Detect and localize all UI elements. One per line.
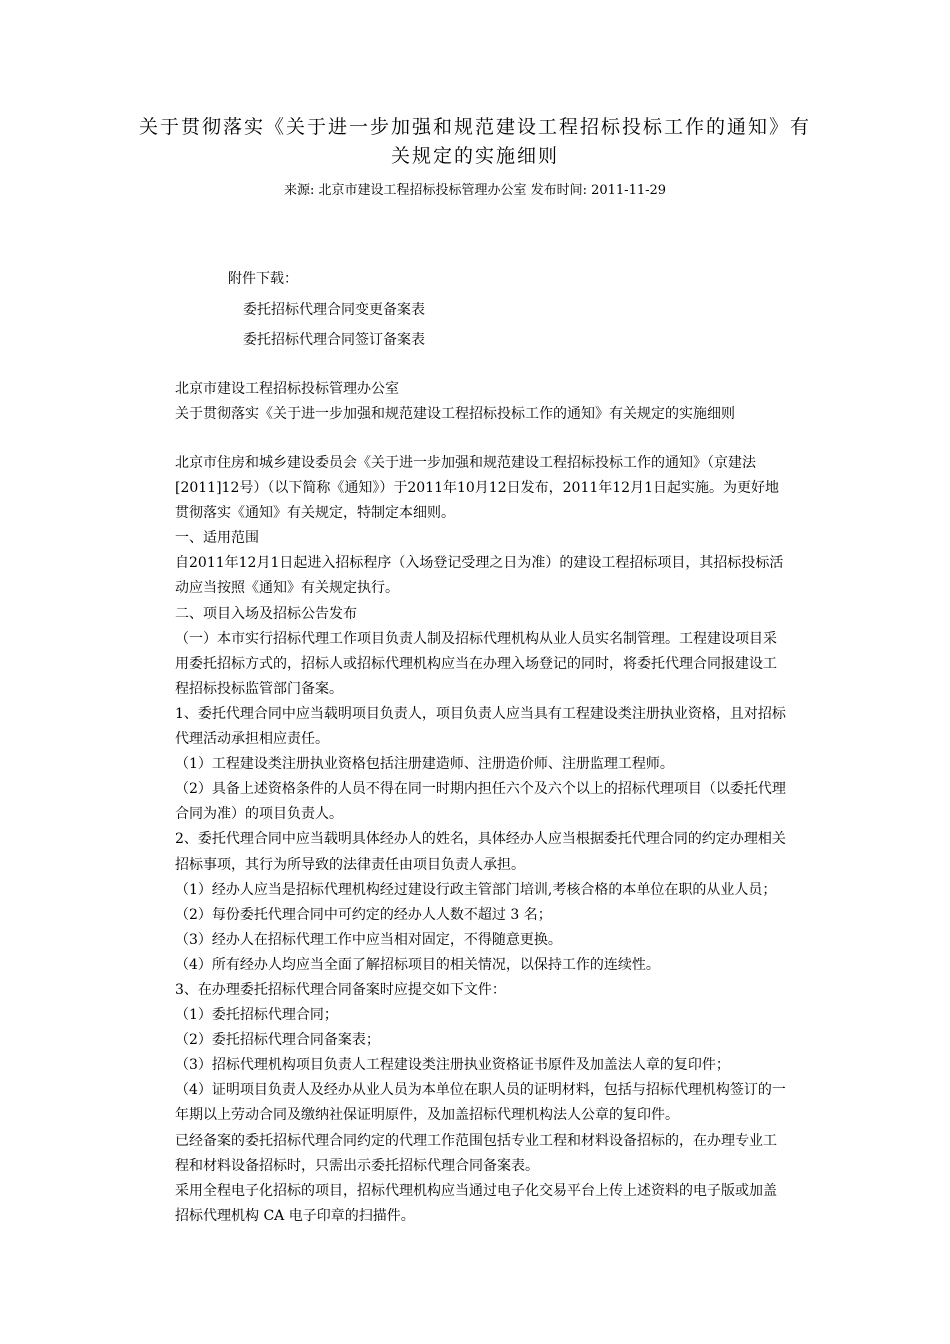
paragraph: （4）所有经办人均应当全面了解招标项目的相关情况，以保持工作的连续性。: [175, 956, 660, 973]
paragraph: 2、委托代理合同中应当载明具体经办人的姓名，具体经办人应当根据委托代理合同的约定办理相关招标事项，其行为所导致的法律责任由项目负责人承担。: [175, 831, 786, 873]
section-heading: 二、项目入场及招标公告发布: [175, 605, 357, 622]
paragraph: （1）经办人应当是招标代理机构经过建设行政主管部门培训,考核合格的本单位在职的从业人员；: [175, 881, 777, 898]
title-line-2: 关规定的实施细则: [390, 145, 559, 167]
title-line-1: 关于贯彻落实《关于进一步加强和规范建设工程招标投标工作的通知》有: [138, 116, 811, 138]
section-heading: 一、适用范围: [175, 530, 259, 547]
issuing-office: 北京市建设工程招标投标管理办公室: [175, 381, 399, 397]
paragraph: （2）每份委托代理合同中可约定的经办人人数不超过 3 名；: [175, 906, 552, 923]
paragraph: 采用全程电子化招标的项目，招标代理机构应当通过电子化交易平台上传上述资料的电子版或加盖招标代理机构 CA 电子印章的扫描件。: [175, 1182, 777, 1224]
paragraph: （2）具备上述资格条件的人员不得在同一时期内担任六个及六个以上的招标代理项目（以委托代理合同为准）的项目负责人。: [175, 781, 786, 823]
paragraph: 北京市住房和城乡建设委员会《关于进一步加强和规范建设工程招标投标工作的通知》（京建法[2011]12号）（以下简称《通知》）于2011年10月12日发布，2011年12月1日起实施。为更好地贯彻落实《通知》有关规定，特制定本细则。: [175, 455, 779, 522]
paragraph: （2）委托招标代理合同备案表；: [175, 1032, 380, 1049]
source-line: 来源: 北京市建设工程招标投标管理办公室 发布时间: 2011-11-29: [283, 183, 667, 198]
paragraph: 已经备案的委托招标代理合同约定的代理工作范围包括专业工程和材料设备招标的，在办理专业工程和材料设备招标时，只需出示委托招标代理合同备案表。: [175, 1132, 777, 1174]
paragraph: 1、委托代理合同中应当载明项目负责人，项目负责人应当具有工程建设类注册执业资格，且对招标代理活动承担相应责任。: [175, 705, 786, 748]
paragraph: 自2011年12月1日起进入招标程序（入场登记受理之日为准）的建设工程招标项目，其招标投标活动应当按照《通知》有关规定执行。: [175, 555, 784, 597]
page-title: [0, 113, 950, 171]
document-body: [175, 451, 787, 1229]
attachment-link-change-form[interactable]: 委托招标代理合同变更备案表: [243, 302, 425, 318]
paragraph: （3）经办人在招标代理工作中应当相对固定，不得随意更换。: [175, 931, 562, 948]
paragraph: （4）证明项目负责人及经办从业人员为本单位在职人员的证明材料，包括与招标代理机构签订的一年期以上劳动合同及缴纳社保证明原件，及加盖招标代理机构法人公章的复印件。: [175, 1082, 786, 1124]
paragraph: 3、在办理委托招标代理合同备案时应提交如下文件：: [175, 981, 506, 998]
document-title: 关于贯彻落实《关于进一步加强和规范建设工程招标投标工作的通知》有关规定的实施细则: [175, 406, 735, 422]
paragraph: （一）本市实行招标代理工作项目负责人制及招标代理机构从业人员实名制管理。工程建设项目采用委托招标方式的，招标人或招标代理机构应当在办理入场登记的同时，将委托代理合同报建设工程招标投标监管部门备案。: [175, 630, 777, 697]
paragraph: （1）委托招标代理合同；: [175, 1007, 338, 1024]
paragraph: （3）招标代理机构项目负责人工程建设类注册执业资格证书原件及加盖法人章的复印件；: [175, 1057, 730, 1074]
paragraph: （1）工程建设类注册执业资格包括注册建造师、注册造价师、注册监理工程师。: [175, 756, 674, 773]
attachment-link-signing-form[interactable]: 委托招标代理合同签订备案表: [243, 332, 425, 348]
attachments-label: 附件下载：: [228, 271, 298, 287]
